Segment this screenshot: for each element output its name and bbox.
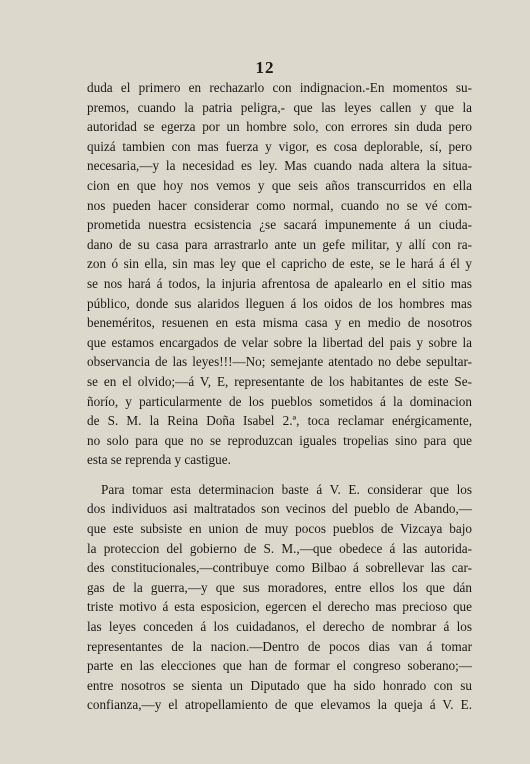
text-line: gas de la guerra,—y que sus moradores, entre ellos los que dán [87, 579, 472, 595]
text-line: prometida nuestra ecsistencia ¿se sacará impunemente á un ciuda- [87, 217, 472, 233]
text-line: parte en las elecciones que han de formar el congreso soberano;— [87, 658, 472, 674]
text-line: representantes de la nacion.—Dentro de pocos dias van á tomar [87, 638, 472, 654]
text-line: zon ó sin ella, sin mas ley que el capricho de este, se le hará á él y [87, 256, 472, 272]
text-line: se en el olvido;—á V, E, representante de los habitantes de este Se- [87, 373, 472, 389]
text-line: se nos hará á todos, la injuria afrentosa de apalearlo en el sitio mas [87, 275, 472, 291]
text-line: las leyes conceden á los cuidadanos, el derecho de nombrar á los [87, 619, 472, 635]
paragraph-1 [87, 78, 472, 470]
text-line: dano de su casa para arrastrarlo ante un gefe militar, y allí con ra- [87, 236, 472, 252]
text-line: ñorío, y particularmente de los pueblos sometidos á la dominacion [87, 393, 472, 409]
paragraph-gap [87, 470, 472, 480]
text-line: confianza,—y el atropellamiento de que elevamos la queja á V. E. [87, 697, 472, 713]
text-line: observancia de las leyes!!!—No; semejante atentado no debe sepultar- [87, 354, 472, 370]
text-line: dos individuos asi maltratados son vecinos del pueblo de Abando,— [87, 501, 472, 517]
text-line: que este subsiste en union de muy pocos pueblos de Vizcaya bajo [87, 521, 472, 537]
text-line: de S. M. la Reina Doña Isabel 2.ª, toca reclamar enérgicamente, [87, 413, 472, 429]
text-line: la proteccion del gobierno de S. M.,—que obedece á las autorida- [87, 540, 472, 556]
text-line: necesaria,—y la necesidad es ley. Mas cuando nada altera la situa- [87, 158, 472, 174]
text-line: quizá tambien con mas fuerza y vigor, es cosa deplorable, sí, pero [87, 138, 472, 154]
text-line: duda el primero en rechazarlo con indignacion.-En momentos su- [87, 80, 472, 95]
text-line: entre nosotros se sienta un Diputado que ha sido honrado con su [87, 677, 472, 693]
text-line: nos pueden hacer considerar como normal, cuando no se vé com- [87, 197, 472, 213]
text-line: cion en que hoy nos vemos y que seis años transcurridos en ella [87, 177, 472, 193]
text-line: beneméritos, resuenen en esta misma casa y en medio de nosotros [87, 315, 472, 331]
page-number: 12 [255, 58, 275, 77]
text-line: que estamos encargados de velar sobre la libertad del pais y sobre la [87, 334, 472, 350]
text-line: des constitucionales,—contribuye como Bilbao á sobrellevar las car- [87, 560, 472, 576]
text-line: esta se reprenda y castigue. [87, 452, 231, 468]
body-text [87, 78, 472, 715]
text-line: triste motivo á esta esposicion, egercen el derecho mas precioso que [87, 599, 472, 615]
text-line: premos, cuando la patria peligra,- que las leyes callen y que la [87, 99, 472, 115]
text-line: no solo para que no se reproduzcan iguales tropelias sino para que [87, 432, 472, 448]
paragraph-2 [87, 480, 472, 715]
text-line: Para tomar esta determinacion baste á V. E. considerar que los [101, 481, 472, 497]
text-line: autoridad se egerza por un hombre solo, con errores sin duda pero [87, 119, 472, 135]
text-line: público, donde sus alaridos lleguen á los oidos de los hombres mas [87, 295, 472, 311]
